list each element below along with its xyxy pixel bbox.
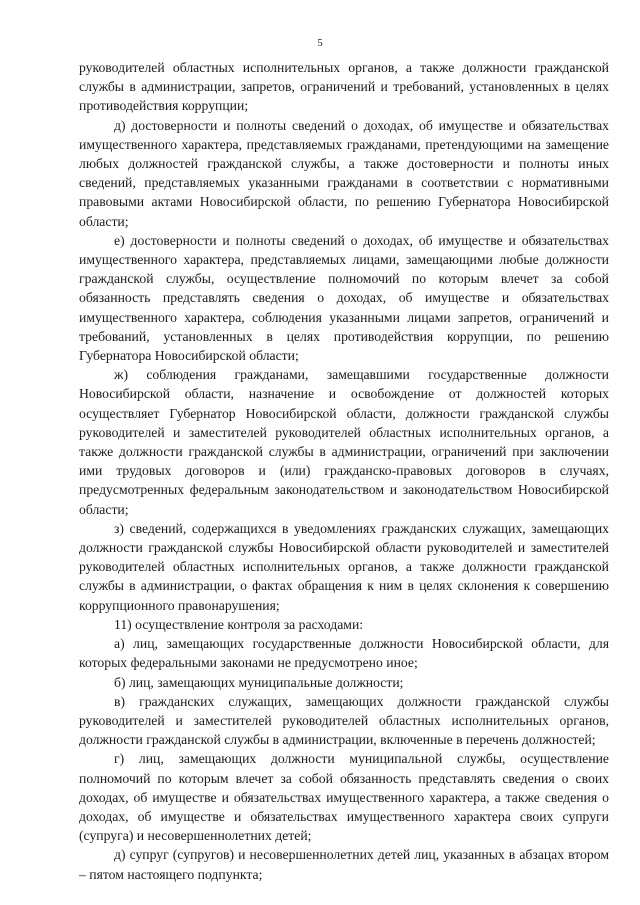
paragraph: руководителей областных исполнительных органов, а также должности гражданской службы в администрации, запретов, ограничений и требований, установленных в целях противодействия коррупции; bbox=[79, 60, 609, 114]
paragraph: з) сведений, содержащихся в уведомлениях гражданских служащих, замещающих должности гражданской службы Новосибирской области руководителей и заместителей руководителей областных исполнительных органов, а также должности гражданской службы в администрации, о фактах обращения к ним в целях склонения к совершению коррупционного правонарушения; bbox=[79, 520, 609, 613]
page-number: 5 bbox=[317, 38, 323, 49]
paragraph: в) гражданских служащих, замещающих должности гражданской службы руководителей и заместителей руководителей областных исполнительных органов, должности гражданской службы в администрации, включенные в перечень должностей; bbox=[79, 693, 609, 748]
paragraph: б) лиц, замещающих муниципальные должности; bbox=[114, 674, 404, 690]
paragraph: г) лиц, замещающих должности муниципальной службы, осуществление полномочий по которым влечет за собой обязанность представлять сведения о своих доходах, об имуществе и обязательствах имущественного характера, а также сведения о доходах, об имуществе и обязательствах имущественного характера своих супруги (супруга) и несовершеннолетних детей; bbox=[79, 751, 609, 844]
paragraph: 11) осуществление контроля за расходами: bbox=[114, 616, 364, 632]
paragraph: ж) соблюдения гражданами, замещавшими государственные должности Новосибирской области, назначение и освобождение от должностей которых осуществляет Губернатор Новосибирской области, должности гражданской службы руководителей и заместителей руководителей областных исполнительных органов, а также должности гражданской службы в администрации, ограничений при заключении ими трудовых договоров и (или) гражданско-правовых договоров в случаях, предусмотренных федеральным законодательством и законодательством Новосибирской области; bbox=[79, 367, 609, 517]
paragraph: а) лиц, замещающих государственные должности Новосибирской области, для которых федеральными законами не предусмотрено иное; bbox=[79, 636, 609, 671]
document-body bbox=[79, 58, 609, 884]
paragraph: е) достоверности и полноты сведений о доходах, об имуществе и обязательствах имущественного характера, представляемых лицами, замещающими любые должности гражданской службы, осуществление полномочий по которым влечет за собой обязанность представлять сведения о доходах, об имуществе и обязательствах имущественного характера, соблюдения указанными лицами запретов, ограничений и требований, установленных в целях противодействия коррупции, по решению Губернатора Новосибирской области; bbox=[79, 232, 609, 364]
paragraph: д) достоверности и полноты сведений о доходах, об имуществе и обязательствах имущественного характера, представляемых гражданами, претендующими на замещение любых должностей гражданской службы, а также достоверности и полноты иных сведений, представляемых указанными гражданами в соответствии с нормативными правовыми актами Новосибирской области, по решению Губернатора Новосибирской области; bbox=[79, 117, 609, 229]
paragraph: д) супруг (супругов) и несовершеннолетних детей лиц, указанных в абзацах втором – пятом настоящего подпункта; bbox=[79, 847, 609, 882]
